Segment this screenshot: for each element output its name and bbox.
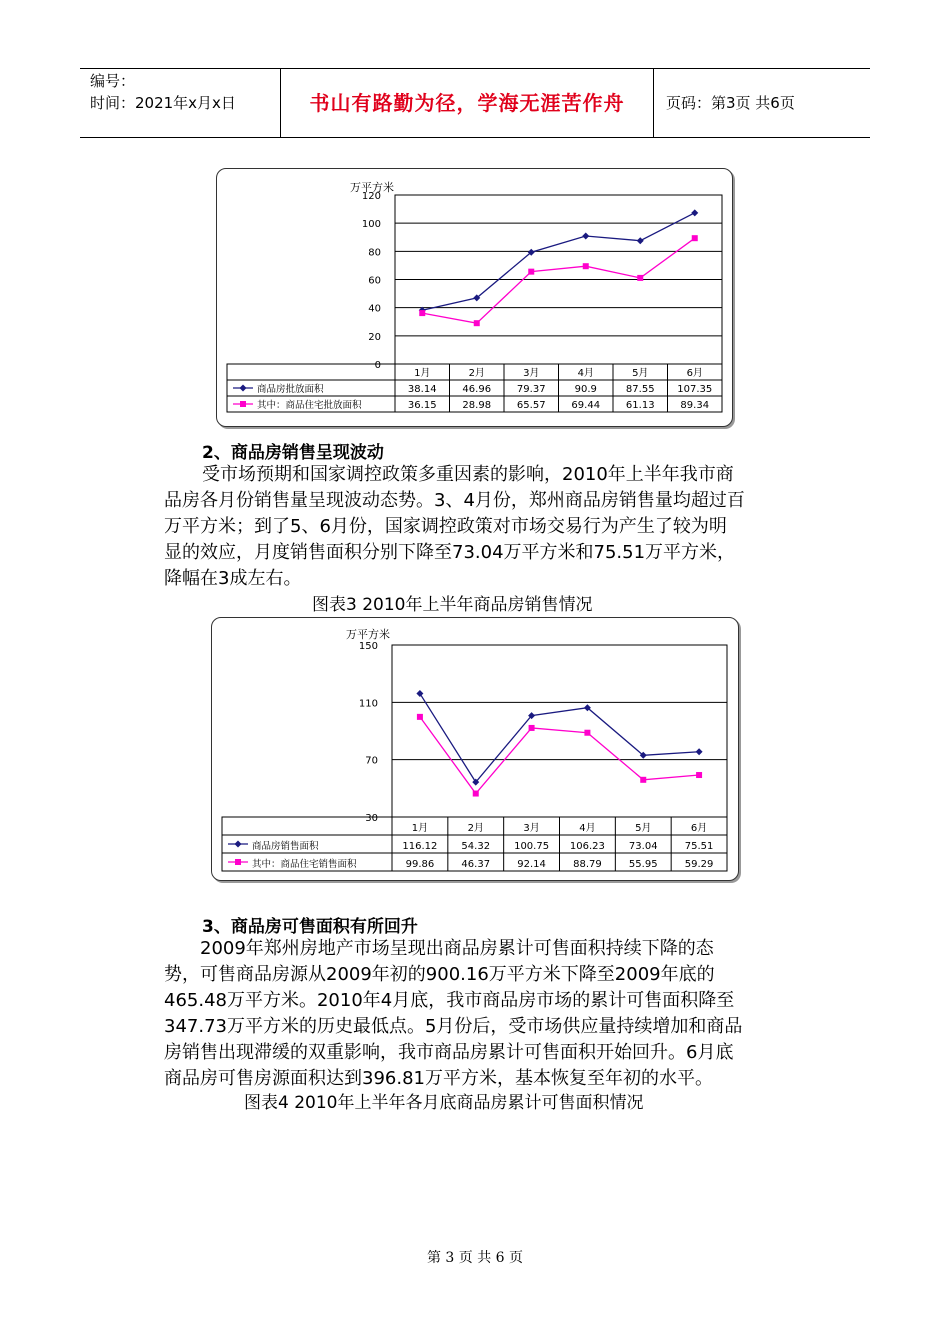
data-point	[416, 690, 423, 697]
data-point	[637, 275, 643, 281]
data-point	[417, 714, 423, 720]
data-table-value: 54.32	[461, 841, 491, 852]
data-table-value: 116.12	[402, 841, 438, 852]
data-point	[637, 237, 644, 244]
section3-line: 347.73万平方米的历史最低点。5月份后，受市场供应量持续增加和商品	[164, 1016, 743, 1037]
y-tick-label: 110	[358, 698, 378, 710]
plot-area-frame	[392, 645, 727, 817]
chart-approved-area-svg	[217, 169, 732, 426]
section3-heading: 3、商品房可售面积有所回升	[202, 917, 418, 937]
y-tick-label: 20	[368, 331, 381, 343]
data-point	[692, 235, 698, 241]
data-table-value: 61.13	[625, 400, 655, 411]
section2-line: 万平方米；到了5、6月份，国家调控政策对市场交易行为产生了较为明	[164, 516, 727, 537]
legend-key-marker	[240, 401, 246, 407]
section3-line: 商品房可售房源面积达到396.81万平方米，基本恢复至年初的水平。	[164, 1068, 713, 1089]
y-tick-label: 80	[368, 247, 381, 259]
data-table-value: 79.37	[516, 384, 546, 395]
section3-line: 2009年郑州房地产市场呈现出商品房累计可售面积持续下降的态	[200, 938, 714, 959]
section2-line: 受市场预期和国家调控政策多重因素的影响，2010年上半年我市商	[202, 464, 734, 485]
header-motto: 书山有路勤为径，学海无涯苦作舟	[281, 69, 654, 137]
legend-key-marker	[235, 841, 242, 848]
y-tick-label: 70	[365, 755, 378, 767]
chart3-caption: 图表3 2010年上半年商品房销售情况	[312, 595, 593, 615]
y-tick-label: 40	[368, 303, 381, 315]
x-tick-label: 1月	[411, 823, 429, 834]
data-table-value: 107.35	[677, 384, 713, 395]
chart-sales-area	[211, 617, 739, 881]
data-table-value: 75.51	[684, 841, 714, 852]
x-tick-label: 5月	[635, 823, 652, 834]
data-table-value: 88.79	[573, 859, 602, 870]
legend-key-marker	[235, 859, 241, 865]
data-point	[640, 777, 646, 783]
y-tick-label: 60	[368, 275, 381, 287]
x-tick-label: 6月	[686, 368, 703, 379]
section3-line: 房销售出现滞缓的双重影响，我市商品房累计可售面积开始回升。6月底	[164, 1042, 734, 1063]
data-table-value: 69.44	[571, 400, 601, 411]
x-tick-label: 3月	[523, 368, 540, 379]
page-header	[80, 68, 870, 138]
x-tick-label: 5月	[632, 368, 649, 379]
data-table-value: 73.04	[628, 841, 658, 852]
data-table-value: 100.75	[514, 841, 550, 852]
y-tick-label: 100	[361, 219, 381, 231]
chart-sales-area-svg	[212, 618, 738, 880]
data-table-value: 59.29	[684, 859, 714, 870]
data-table-value: 46.37	[461, 859, 491, 870]
y-tick-label: 30	[365, 813, 378, 824]
section3-line: 势，可售商品房源从2009年初的900.16万平方米下降至2009年底的	[164, 964, 715, 985]
x-tick-label: 2月	[468, 368, 485, 379]
series-line	[420, 694, 699, 783]
data-table-value: 89.34	[680, 400, 710, 411]
data-table-value: 87.55	[625, 384, 655, 395]
data-point	[696, 748, 703, 755]
data-point	[528, 269, 534, 275]
y-unit-label: 万平方米	[346, 628, 390, 641]
data-point	[419, 310, 425, 316]
x-tick-label: 2月	[467, 823, 484, 834]
y-tick-label: 150	[358, 641, 378, 652]
data-point	[584, 730, 590, 736]
data-point	[529, 725, 535, 731]
legend-series-name: 商品房销售面积	[252, 841, 319, 852]
legend-series-name: 商品房批放面积	[257, 384, 324, 395]
number-label: 编号：	[90, 72, 136, 90]
data-point	[691, 209, 698, 216]
x-tick-label: 6月	[690, 823, 708, 834]
data-table-value: 38.14	[407, 384, 437, 395]
chart4-caption: 图表4 2010年上半年各月底商品房累计可售面积情况	[244, 1093, 644, 1113]
legend-series-name: 其中：商品住宅批放面积	[257, 400, 362, 411]
data-point	[582, 232, 589, 239]
legend-key-marker	[240, 385, 247, 392]
series-line	[422, 213, 695, 310]
data-point	[696, 772, 702, 778]
section2-line: 品房各月份销售量呈现波动态势。3、4月份，郑州商品房销售量均超过百	[164, 490, 745, 511]
legend-series-name: 其中：商品住宅销售面积	[252, 859, 357, 870]
y-unit-label: 万平方米	[350, 181, 394, 194]
x-tick-label: 3月	[523, 823, 540, 834]
y-tick-label: 120	[361, 191, 381, 202]
x-tick-label: 4月	[577, 368, 594, 379]
time-label: 时间：2021年x月x日	[90, 94, 236, 112]
page-footer: 第 3 页 共 6 页	[426, 1250, 524, 1266]
data-table-value: 92.14	[517, 859, 546, 870]
x-tick-label: 4月	[579, 823, 596, 834]
data-table-value: 46.96	[462, 384, 492, 395]
section2-heading: 2、商品房销售呈现波动	[202, 443, 384, 463]
series-line	[420, 717, 699, 794]
y-tick-label: 0	[374, 360, 381, 371]
data-table-value: 28.98	[462, 400, 492, 411]
data-table-value: 65.57	[516, 400, 546, 411]
data-point	[474, 320, 480, 326]
chart-approved-area	[216, 168, 733, 427]
data-point	[583, 263, 589, 269]
section3-line: 465.48万平方米。2010年4月底，我市商品房市场的累计可售面积降至	[164, 990, 735, 1011]
data-table-value: 36.15	[407, 400, 437, 411]
section2-line: 显的效应，月度销售面积分别下降至73.04万平方米和75.51万平方米，	[164, 542, 736, 563]
data-point	[473, 791, 479, 797]
section2-line: 降幅在3成左右。	[164, 568, 302, 589]
data-table-value: 55.95	[628, 859, 658, 870]
data-table-value: 106.23	[569, 841, 605, 852]
header-page-label: 页码：第3页 共6页	[666, 94, 795, 112]
header-meta	[80, 69, 281, 137]
data-table-value: 99.86	[405, 859, 435, 870]
data-table-value: 90.9	[574, 384, 597, 395]
x-tick-label: 1月	[414, 368, 431, 379]
